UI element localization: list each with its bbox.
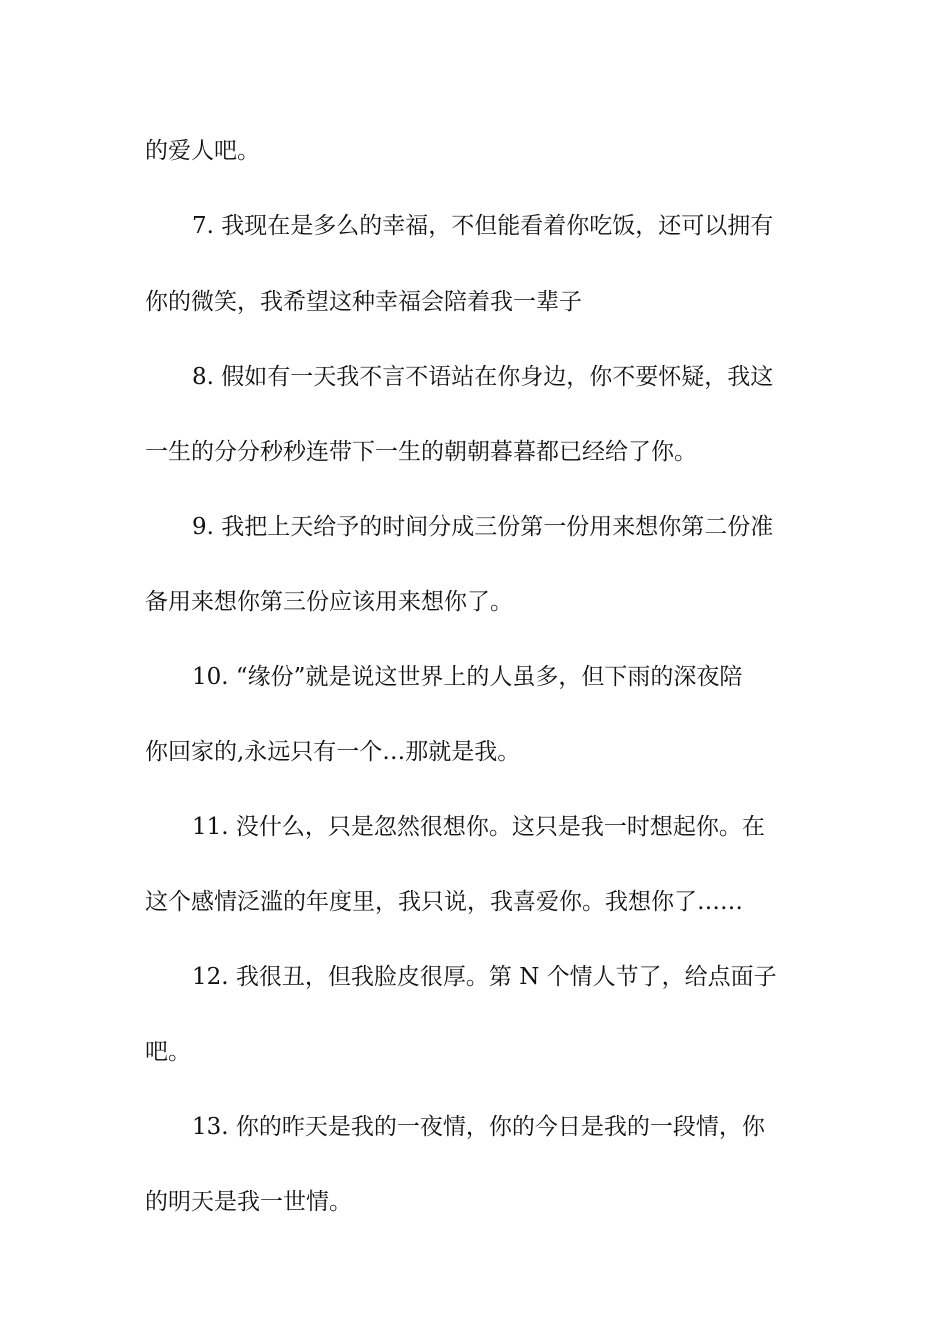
paragraph-10-line-1: 10. “缘份”就是说这世界上的人虽多，但下雨的深夜陪 <box>192 664 743 690</box>
paragraph-13-line-1: 13. 你的昨天是我的一夜情，你的今日是我的一段情，你 <box>192 1114 765 1140</box>
paragraph-12-line-1: 12. 我很丑，但我脸皮很厚。第 N 个情人节了，给点面子 <box>192 964 777 990</box>
paragraph-6-line-2: 的爱人吧。 <box>145 138 260 164</box>
paragraph-7-line-1: 7. 我现在是多么的幸福，不但能看着你吃饭，还可以拥有 <box>192 213 774 239</box>
paragraph-13-line-2: 的明天是我一世情。 <box>145 1189 352 1215</box>
paragraph-9-line-1: 9. 我把上天给予的时间分成三份第一份用来想你第二份准 <box>192 514 774 540</box>
paragraph-10-line-2: 你回家的,永远只有一个…那就是我。 <box>145 739 521 765</box>
paragraph-8-line-1: 8. 假如有一天我不言不语站在你身边，你不要怀疑，我这 <box>192 364 774 390</box>
paragraph-12-line-2: 吧。 <box>145 1039 191 1065</box>
paragraph-7-line-2: 你的微笑，我希望这种幸福会陪着我一辈子 <box>145 289 582 315</box>
paragraph-11-line-1: 11. 没什么，只是忽然很想你。这只是我一时想起你。在 <box>192 814 765 840</box>
paragraph-9-line-2: 备用来想你第三份应该用来想你了。 <box>145 589 513 615</box>
paragraph-11-line-2: 这个感情泛滥的年度里，我只说，我喜爱你。我想你了…… <box>145 889 743 915</box>
paragraph-8-line-2: 一生的分分秒秒连带下一生的朝朝暮暮都已经给了你。 <box>145 439 697 465</box>
